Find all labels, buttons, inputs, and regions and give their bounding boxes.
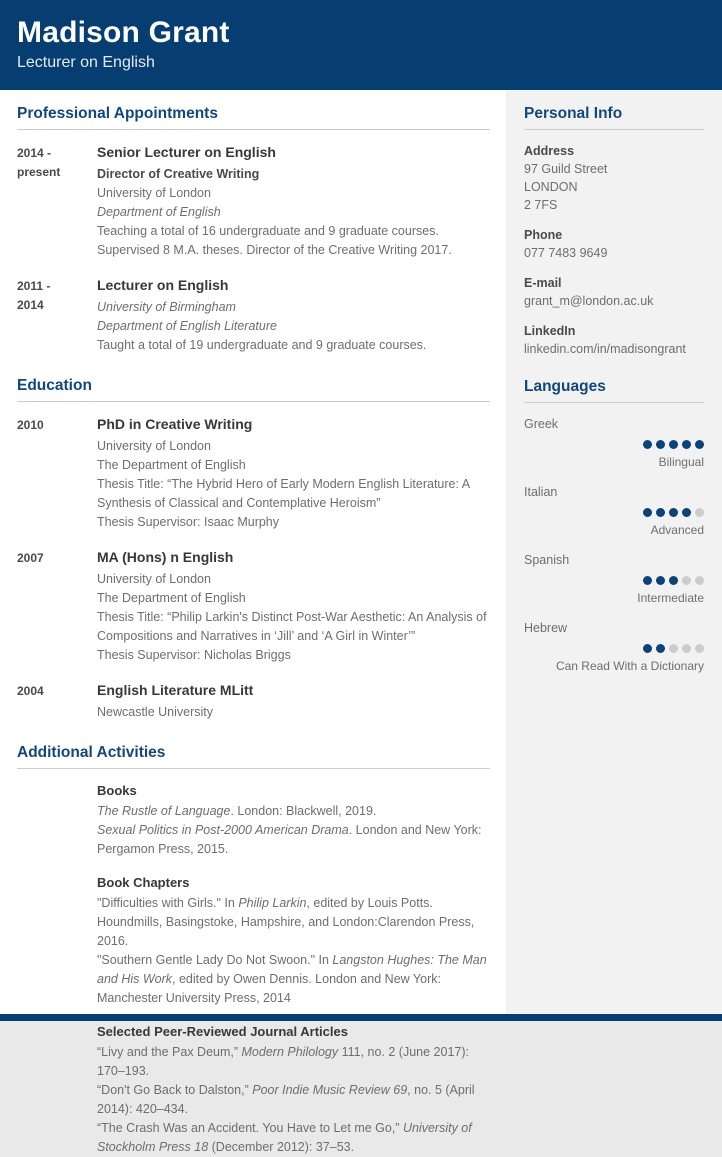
italic-text-segment: Poor Indie Music Review 69 [252,1083,408,1097]
date-line: 2014 [17,298,44,312]
publication-line [97,821,490,859]
content-area [0,90,722,1154]
entry-dates [17,414,97,532]
section-divider [17,129,490,130]
language-level-label: Advanced [650,523,704,537]
field-label: LinkedIn [524,324,576,338]
publication-line [97,802,490,821]
language-name: Spanish [524,553,570,567]
entry-line [97,203,490,222]
text-segment: The Department of English [97,458,246,472]
field-phone [524,226,704,262]
rating-dot-filled [643,440,652,449]
language-name: Hebrew [524,621,568,635]
language-rating-dots [524,440,704,450]
date-line: 2011 - [17,279,51,293]
text-segment: 111, no. 2 (June 2017): 170–193. [97,1045,469,1078]
rating-dot-filled [682,440,691,449]
entry-content [97,414,490,532]
section-professional-appointments [17,105,490,355]
entry-title: English Literature MLitt [97,682,254,698]
sidebar-heading: Languages [524,378,606,395]
rating-dot-empty [695,576,704,585]
date-line: 2007 [17,551,44,565]
italic-text-segment: The Rustle of Language [97,804,231,818]
rating-dot-filled [682,508,691,517]
entry-dates [17,680,97,722]
rating-dot-empty [682,576,691,585]
rating-dot-filled [669,576,678,585]
text-segment: Taught a total of 19 undergraduate and 9 graduate courses. [97,338,427,352]
text-segment: . London and New York: Pergamon Press, 2015. [97,823,482,856]
rating-dot-filled [643,508,652,517]
entry-line [97,703,490,722]
text-segment: , edited by Louis Potts. Houndmills, Basingstoke, Hampshire, and London:Clarendon Press, 2016. [97,896,475,948]
publication-line [97,1119,490,1157]
group-header: Selected Peer-Reviewed Journal Articles [97,1024,348,1039]
text-segment: University of London [97,186,211,200]
entry-dates [17,547,97,665]
field-linkedin [524,322,704,358]
publication-line [97,951,490,1008]
rating-dot-filled [643,644,652,653]
entry-line [97,456,490,475]
entry-content [97,142,490,260]
rating-dot-filled [656,440,665,449]
language-name: Greek [524,417,559,431]
entry-line [97,184,490,203]
italic-text-segment: Sexual Politics in Post-2000 American Drama [97,823,349,837]
field-email [524,274,704,310]
entry-title: Lecturer on English [97,277,229,293]
section-divider [17,768,490,769]
italic-text-segment: Langston Hughes: The Man and His Work [97,953,487,986]
publication-line [97,1081,490,1119]
field-value: grant_m@london.ac.uk [524,294,654,308]
sidebar-section-languages [524,378,704,674]
entry-line [97,570,490,589]
sidebar-heading: Personal Info [524,105,623,122]
sidebar [506,90,722,1014]
appointment-entry [17,142,490,260]
rating-dot-filled [656,508,665,517]
rating-dot-filled [695,440,704,449]
text-segment: Thesis Title: “Philip Larkin's Distinct Post-War Aesthetic: An Analysis of Compositions and Narratives in ‘Jill’ and ‘A Girl in Winter’” [97,610,487,643]
language-rating-dots [524,508,704,518]
activities-group-books [97,781,490,859]
language-item-spanish [524,551,704,606]
text-segment: Newcastle University [97,705,214,719]
section-divider [17,401,490,402]
rating-dot-filled [669,440,678,449]
rating-dot-empty [682,644,691,653]
rating-dot-filled [669,508,678,517]
italic-text-segment: Department of English [97,205,221,219]
entry-line [97,437,490,456]
footer-accent-bar [0,1014,722,1021]
language-name: Italian [524,485,558,499]
text-segment: “Livy and the Pax Deum,” [97,1045,242,1059]
language-item-italian [524,483,704,538]
text-segment: Teaching a total of 16 undergraduate and 9 graduate courses. Supervised 8 M.A. theses. Director of the Creative Writing 2017. [97,224,452,257]
field-label: Phone [524,228,563,242]
entry-subtitle: Director of Creative Writing [97,167,260,181]
text-segment: "Southern Gentle Lady Do Not Swoon." In [97,953,333,967]
group-header: Books [97,783,137,798]
entry-title: MA (Hons) n English [97,549,234,565]
field-value: 077 7483 9649 [524,246,608,260]
entry-line [97,513,490,532]
sidebar-section-personal-info [524,105,704,358]
rating-dot-empty [695,644,704,653]
candidate-name: Madison Grant [17,16,230,49]
entry-line [97,589,490,608]
section-education [17,377,490,722]
field-value: linkedin.com/in/madisongrant [524,342,686,356]
entry-line [97,317,490,336]
header [0,0,722,90]
section-heading: Additional Activities [17,744,166,761]
entry-line [97,298,490,317]
section-divider [524,402,704,403]
text-segment: , no. 5 (April 2014): 420–434. [97,1083,475,1116]
rating-dot-filled [656,576,665,585]
entry-line [97,336,490,355]
italic-text-segment: Department of English Literature [97,319,277,333]
field-value: 2 7FS [524,198,558,212]
rating-dot-empty [695,508,704,517]
group-header: Book Chapters [97,875,190,890]
italic-text-segment: University of Stockholm Press 18 [97,1121,472,1154]
section-additional-activities [17,744,490,1157]
text-segment: Thesis Title: “The Hybrid Hero of Early Modern English Literature: A Synthesis of Classical and Contemplative Heroism” [97,477,470,510]
publication-line [97,1043,490,1081]
section-heading: Professional Appointments [17,105,218,122]
text-segment: The Department of English [97,591,246,605]
text-segment: Thesis Supervisor: Nicholas Briggs [97,648,291,662]
date-line: 2014 - [17,146,52,160]
entry-line [97,475,490,513]
education-entry [17,680,490,722]
date-line: present [17,165,61,179]
language-level-label: Can Read With a Dictionary [555,659,704,673]
field-label: Address [524,144,575,158]
field-value: 97 Guild Street [524,162,608,176]
education-entry [17,547,490,665]
text-segment: “Don't Go Back to Dalston,” [97,1083,253,1097]
language-level-label: Intermediate [637,591,704,605]
language-level-label: Bilingual [658,455,704,469]
italic-text-segment: University of Birmingham [97,300,236,314]
entry-content [97,680,490,722]
entry-line [97,608,490,646]
italic-text-segment: Philip Larkin [238,896,307,910]
text-segment: University of London [97,572,211,586]
text-segment: , edited by Owen Dennis. London and New York: Manchester University Press, 2014 [97,972,441,1005]
italic-text-segment: Modern Philology [241,1045,339,1059]
entry-dates [17,275,97,355]
entry-title: PhD in Creative Writing [97,416,253,432]
field-label: E-mail [524,276,562,290]
text-segment: Thesis Supervisor: Isaac Murphy [97,515,280,529]
rating-dot-filled [643,576,652,585]
field-address [524,142,704,214]
text-segment: (December 2012): 37–53. [208,1140,355,1154]
language-item-greek [524,415,704,470]
section-heading: Education [17,377,92,394]
text-segment: University of London [97,439,211,453]
main-column [0,90,506,1154]
rating-dot-filled [656,644,665,653]
language-rating-dots [524,576,704,586]
entry-dates [17,142,97,260]
activities-group-book-chapters [97,873,490,1008]
date-line: 2010 [17,418,44,432]
text-segment: . London: Blackwell, 2019. [230,804,377,818]
candidate-job-title: Lecturer on English [17,54,155,71]
entry-line [97,646,490,665]
entry-content [97,547,490,665]
education-entry [17,414,490,532]
text-segment: “The Crash Was an Accident. You Have to Let me Go,” [97,1121,403,1135]
publication-line [97,894,490,951]
section-divider [524,129,704,130]
field-value: LONDON [524,180,578,194]
date-line: 2004 [17,684,44,698]
text-segment: "Difficulties with Girls." In [97,896,239,910]
activities-group-journal-articles [97,1022,490,1157]
entry-line [97,222,490,260]
language-rating-dots [524,644,704,654]
entry-title: Senior Lecturer on English [97,144,276,160]
appointment-entry [17,275,490,355]
entry-content [97,275,490,355]
rating-dot-empty [669,644,678,653]
language-item-hebrew [524,619,704,674]
